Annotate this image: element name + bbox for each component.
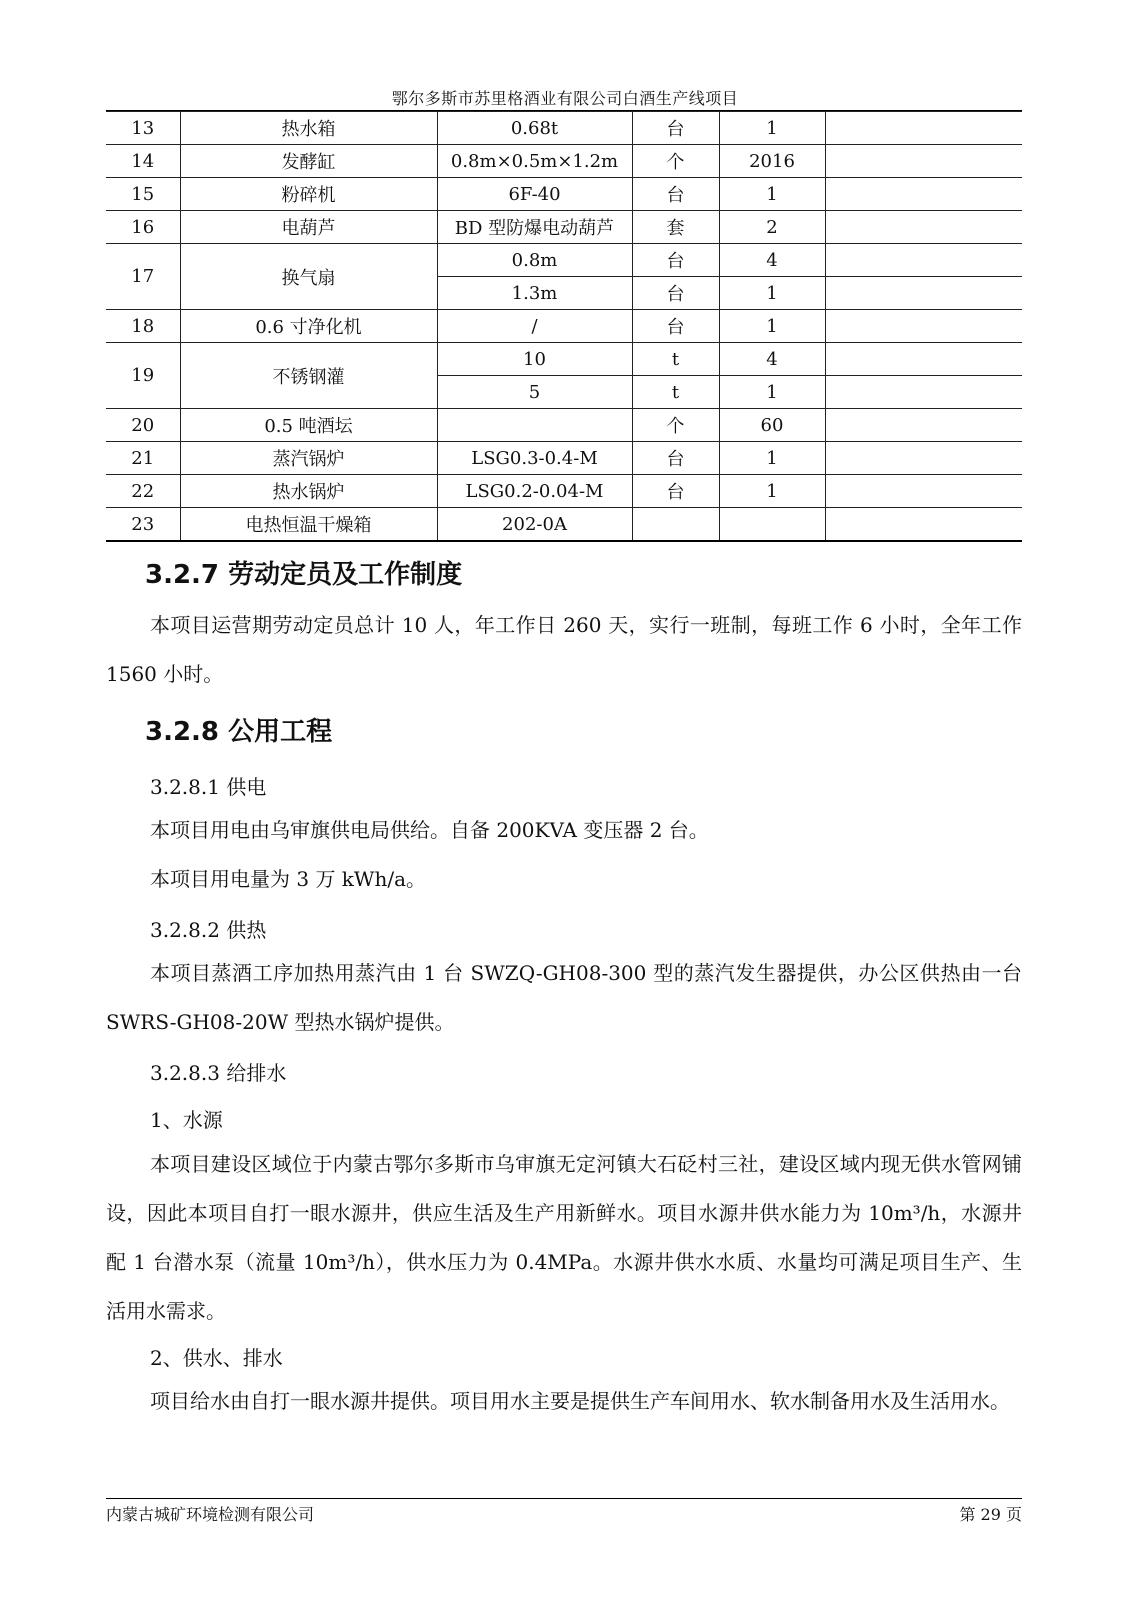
paragraph: 本项目用电量为 3 万 kWh/a。 bbox=[150, 867, 427, 891]
footer-divider bbox=[106, 1498, 1022, 1499]
cell-note bbox=[825, 475, 1022, 508]
section-heading-328: 3.2.8 公用工程 bbox=[145, 717, 333, 747]
table-row bbox=[106, 145, 1022, 178]
cell-qty: 2 bbox=[719, 211, 825, 244]
cell-unit: 个 bbox=[632, 145, 719, 178]
cell-name: 0.5 吨酒坛 bbox=[180, 409, 437, 442]
cell-no: 16 bbox=[106, 211, 180, 244]
table-row bbox=[106, 112, 1022, 145]
cell-unit: 台 bbox=[632, 277, 719, 310]
cell-spec: 6F-40 bbox=[437, 178, 632, 211]
water-supply-title: 2、供水、排水 bbox=[150, 1346, 283, 1370]
cell-qty: 4 bbox=[719, 244, 825, 277]
water-source-body bbox=[106, 1140, 1022, 1336]
cell-note bbox=[825, 409, 1022, 442]
cell-unit: 套 bbox=[632, 211, 719, 244]
cell-name: 发酵缸 bbox=[180, 145, 437, 178]
power-body bbox=[106, 806, 1022, 904]
cell-note bbox=[825, 277, 1022, 310]
cell-spec: 1.3m bbox=[437, 277, 632, 310]
heat-body bbox=[106, 949, 1022, 1047]
cell-spec: 202-0A bbox=[437, 508, 632, 542]
cell-no: 17 bbox=[106, 244, 180, 310]
cell-qty: 1 bbox=[719, 376, 825, 409]
cell-name: 蒸汽锅炉 bbox=[180, 442, 437, 475]
cell-unit: t bbox=[632, 343, 719, 376]
water-supply-body bbox=[106, 1377, 1022, 1426]
table-row bbox=[106, 343, 1022, 376]
cell-name: 0.6 寸净化机 bbox=[180, 310, 437, 343]
cell-no: 15 bbox=[106, 178, 180, 211]
table-row bbox=[106, 508, 1022, 542]
table-row bbox=[106, 211, 1022, 244]
cell-spec: 5 bbox=[437, 376, 632, 409]
cell-no: 20 bbox=[106, 409, 180, 442]
paragraph: 项目给水由自打一眼水源井提供。项目用水主要是提供生产车间用水、软水制备用水及生活用水。 bbox=[150, 1389, 1010, 1413]
cell-note bbox=[825, 244, 1022, 277]
cell-unit bbox=[632, 508, 719, 542]
cell-no: 22 bbox=[106, 475, 180, 508]
cell-name: 热水锅炉 bbox=[180, 475, 437, 508]
table-row bbox=[106, 178, 1022, 211]
table-row bbox=[106, 310, 1022, 343]
cell-note bbox=[825, 145, 1022, 178]
paragraph: 本项目用电由乌审旗供电局供给。自备 200KVA 变压器 2 台。 bbox=[150, 818, 709, 842]
cell-unit: 台 bbox=[632, 442, 719, 475]
page-header-title: 鄂尔多斯市苏里格酒业有限公司白酒生产线项目 bbox=[391, 89, 739, 108]
cell-spec: 0.8m bbox=[437, 244, 632, 277]
cell-unit: 台 bbox=[632, 475, 719, 508]
cell-no: 21 bbox=[106, 442, 180, 475]
cell-note bbox=[825, 508, 1022, 542]
cell-no: 23 bbox=[106, 508, 180, 542]
cell-note bbox=[825, 442, 1022, 475]
cell-spec: BD 型防爆电动葫芦 bbox=[437, 211, 632, 244]
cell-name: 电葫芦 bbox=[180, 211, 437, 244]
cell-spec: 10 bbox=[437, 343, 632, 376]
cell-qty: 1 bbox=[719, 277, 825, 310]
subsection-title-water: 3.2.8.3 给排水 bbox=[150, 1061, 287, 1085]
cell-qty: 2016 bbox=[719, 145, 825, 178]
cell-spec: 0.68t bbox=[437, 112, 632, 145]
page-number: 第 29 页 bbox=[959, 1505, 1022, 1524]
cell-unit: 台 bbox=[632, 244, 719, 277]
cell-note bbox=[825, 211, 1022, 244]
cell-note bbox=[825, 178, 1022, 211]
footer-company: 内蒙古城矿环境检测有限公司 bbox=[106, 1505, 315, 1524]
table-row bbox=[106, 244, 1022, 277]
cell-spec: 0.8m×0.5m×1.2m bbox=[437, 145, 632, 178]
cell-qty: 1 bbox=[719, 310, 825, 343]
cell-note bbox=[825, 112, 1022, 145]
cell-name: 不锈钢灌 bbox=[180, 343, 437, 409]
cell-qty: 60 bbox=[719, 409, 825, 442]
cell-spec: LSG0.3-0.4-M bbox=[437, 442, 632, 475]
cell-name: 电热恒温干燥箱 bbox=[180, 508, 437, 542]
cell-no: 14 bbox=[106, 145, 180, 178]
cell-spec: / bbox=[437, 310, 632, 343]
cell-name: 换气扇 bbox=[180, 244, 437, 310]
cell-unit: t bbox=[632, 376, 719, 409]
cell-qty: 1 bbox=[719, 178, 825, 211]
cell-qty bbox=[719, 508, 825, 542]
paragraph: 本项目建设区域位于内蒙古鄂尔多斯市乌审旗无定河镇大石砭村三社，建设区域内现无供水管网铺设，因此本项目自打一眼水源井，供应生活及生产用新鲜水。项目水源井供水能力为 10m³/h，水源井配 1 台潜水泵（流量 10m³/h），供水压力为 0.4MPa。水源井供水水质、水量均可满足项目生产、生活用水需求。 bbox=[106, 1152, 1022, 1323]
cell-spec: LSG0.2-0.04-M bbox=[437, 475, 632, 508]
cell-no: 19 bbox=[106, 343, 180, 409]
cell-note bbox=[825, 376, 1022, 409]
cell-spec bbox=[437, 409, 632, 442]
cell-unit: 台 bbox=[632, 310, 719, 343]
cell-note bbox=[825, 343, 1022, 376]
cell-qty: 1 bbox=[719, 475, 825, 508]
cell-qty: 1 bbox=[719, 112, 825, 145]
cell-qty: 4 bbox=[719, 343, 825, 376]
cell-no: 18 bbox=[106, 310, 180, 343]
section-327-body bbox=[106, 601, 1022, 699]
section-heading-327: 3.2.7 劳动定员及工作制度 bbox=[145, 560, 463, 590]
equipment-table bbox=[106, 111, 1022, 542]
paragraph: 本项目蒸酒工序加热用蒸汽由 1 台 SWZQ-GH08-300 型的蒸汽发生器提供，办公区供热由一台 SWRS-GH08-20W 型热水锅炉提供。 bbox=[106, 961, 1022, 1034]
paragraph: 本项目运营期劳动定员总计 10 人，年工作日 260 天，实行一班制，每班工作 6 小时，全年工作 1560 小时。 bbox=[106, 613, 1022, 686]
subsection-title-heat: 3.2.8.2 供热 bbox=[150, 918, 267, 942]
cell-unit: 台 bbox=[632, 112, 719, 145]
water-source-title: 1、水源 bbox=[150, 1108, 223, 1132]
cell-unit: 台 bbox=[632, 178, 719, 211]
cell-name: 热水箱 bbox=[180, 112, 437, 145]
cell-note bbox=[825, 310, 1022, 343]
table-row bbox=[106, 442, 1022, 475]
cell-no: 13 bbox=[106, 112, 180, 145]
table-row bbox=[106, 475, 1022, 508]
cell-unit: 个 bbox=[632, 409, 719, 442]
cell-qty: 1 bbox=[719, 442, 825, 475]
table-row bbox=[106, 409, 1022, 442]
subsection-title-power: 3.2.8.1 供电 bbox=[150, 775, 267, 799]
cell-name: 粉碎机 bbox=[180, 178, 437, 211]
